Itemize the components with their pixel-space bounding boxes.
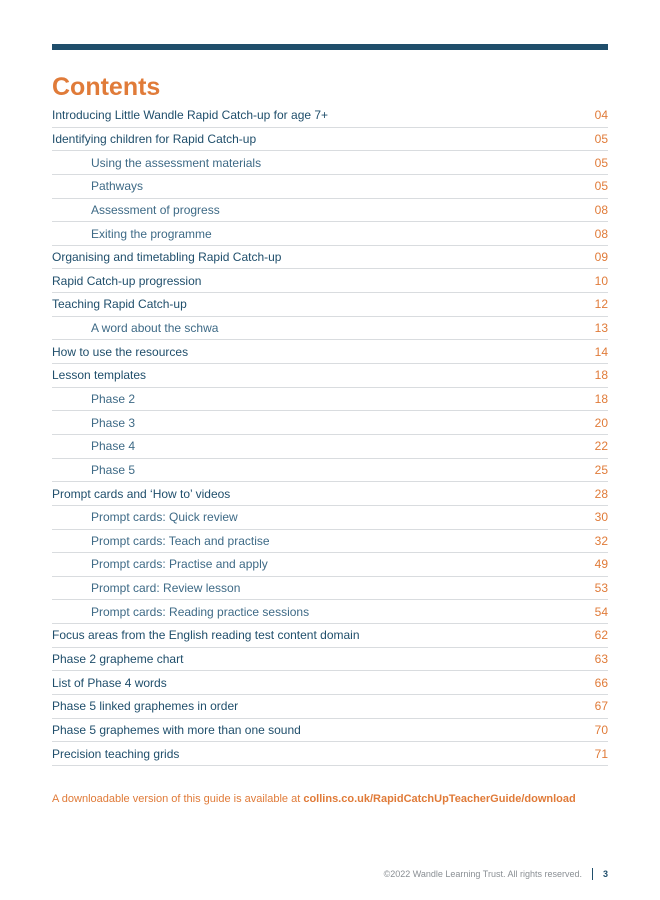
toc-entry-page: 30 (594, 510, 608, 525)
footer (384, 868, 608, 880)
top-rule (52, 44, 608, 50)
toc-entry-label: Phase 5 graphemes with more than one sound (52, 722, 301, 737)
toc-subentry[interactable] (52, 506, 608, 530)
toc-subentry[interactable] (52, 600, 608, 624)
toc-entry[interactable] (52, 624, 608, 648)
toc-subentry[interactable] (52, 199, 608, 223)
toc-entry-label: Precision teaching grids (52, 746, 180, 761)
toc-entry-page: 08 (594, 226, 608, 241)
toc-entry-label: Prompt cards: Teach and practise (91, 533, 270, 548)
toc-entry-page: 08 (594, 202, 608, 217)
toc-subentry[interactable] (52, 175, 608, 199)
toc-entry-label: Exiting the programme (91, 226, 212, 241)
toc-entry-label: Phase 2 grapheme chart (52, 652, 184, 667)
toc-entry-page: 09 (594, 250, 608, 265)
toc-entry[interactable] (52, 340, 608, 364)
toc-entry[interactable] (52, 269, 608, 293)
toc-entry-label: Pathways (91, 179, 144, 194)
toc-entry-label: Phase 5 (91, 462, 136, 477)
toc-entry[interactable] (52, 482, 608, 506)
toc-entry-page: 20 (594, 415, 608, 430)
toc-entry-page: 67 (594, 699, 608, 714)
toc-entry-page: 22 (594, 439, 608, 454)
copyright-text: ©2022 Wandle Learning Trust. All rights reserved. (383, 869, 582, 879)
toc-entry[interactable] (52, 695, 608, 719)
toc-entry-page: 12 (594, 297, 608, 312)
toc-entry[interactable] (52, 128, 608, 152)
toc-subentry[interactable] (52, 222, 608, 246)
footer-divider (592, 868, 593, 880)
toc-entry-page: 25 (594, 462, 608, 477)
toc-entry-page: 10 (594, 273, 608, 288)
page-number: 3 (602, 869, 608, 879)
toc-entry-label: Prompt cards: Practise and apply (91, 557, 268, 572)
toc-subentry[interactable] (52, 411, 608, 435)
toc-entry-page: 71 (594, 746, 608, 761)
toc-entry-page: 53 (594, 581, 608, 596)
toc-subentry[interactable] (52, 388, 608, 412)
download-note (52, 793, 576, 805)
toc-entry-label: Teaching Rapid Catch-up (52, 297, 187, 312)
toc-subentry[interactable] (52, 151, 608, 175)
toc-entry-label: Focus areas from the English reading test content domain (52, 628, 360, 643)
toc-entry-label: List of Phase 4 words (52, 675, 167, 690)
toc-entry-label: Phase 2 (91, 392, 136, 406)
toc-entry-page: 14 (594, 344, 608, 359)
toc-subentry[interactable] (52, 553, 608, 577)
toc-entry-label: Organising and timetabling Rapid Catch-up (52, 250, 282, 265)
toc-entry-label: Rapid Catch-up progression (52, 273, 202, 288)
toc-entry-label: Using the assessment materials (91, 155, 262, 170)
toc-entry-page: 62 (594, 628, 608, 643)
toc-entry[interactable] (52, 104, 608, 128)
toc-entry-label: Prompt cards and ‘How to’ videos (52, 486, 231, 501)
toc-entry-label: Prompt card: Review lesson (91, 581, 241, 596)
toc-entry-page: 05 (594, 155, 608, 170)
toc-entry-page: 28 (594, 486, 608, 501)
toc-entry-page: 49 (594, 557, 608, 572)
toc-entry-page: 32 (594, 533, 608, 548)
toc-subentry[interactable] (52, 459, 608, 483)
download-link[interactable]: collins.co.uk/RapidCatchUpTeacherGuide/download (303, 793, 576, 805)
toc-entry-page: 18 (594, 392, 608, 406)
toc-entry[interactable] (52, 246, 608, 270)
toc-subentry[interactable] (52, 530, 608, 554)
toc-entry-label: Assessment of progress (91, 202, 220, 217)
table-of-contents (52, 104, 608, 766)
toc-entry[interactable] (52, 364, 608, 388)
toc-entry[interactable] (52, 648, 608, 672)
toc-entry-label: Phase 3 (91, 415, 136, 430)
toc-entry-page: 63 (594, 652, 608, 667)
toc-entry-page: 18 (594, 368, 608, 383)
toc-entry[interactable] (52, 671, 608, 695)
toc-entry[interactable] (52, 293, 608, 317)
toc-subentry[interactable] (52, 435, 608, 459)
toc-entry-label: How to use the resources (52, 344, 189, 359)
toc-entry[interactable] (52, 742, 608, 766)
toc-entry[interactable] (52, 719, 608, 743)
toc-entry-page: 13 (594, 321, 608, 336)
page-title: Contents (52, 73, 161, 101)
toc-entry-label: A word about the schwa (91, 321, 219, 336)
toc-subentry[interactable] (52, 577, 608, 601)
toc-entry-label: Phase 5 linked graphemes in order (52, 699, 239, 714)
toc-entry-page: 54 (594, 604, 608, 619)
toc-subentry[interactable] (52, 317, 608, 341)
download-text: A downloadable version of this guide is available at (52, 793, 304, 805)
toc-entry-page: 05 (594, 131, 608, 146)
toc-entry-label: Introducing Little Wandle Rapid Catch-up for age 7+ (52, 108, 329, 123)
toc-entry-page: 70 (594, 722, 608, 737)
toc-entry-label: Lesson templates (52, 368, 147, 383)
toc-entry-label: Identifying children for Rapid Catch-up (52, 131, 257, 146)
toc-entry-label: Prompt cards: Quick review (91, 510, 238, 525)
toc-entry-page: 04 (594, 108, 608, 123)
toc-entry-label: Phase 4 (91, 439, 136, 454)
toc-entry-label: Prompt cards: Reading practice sessions (91, 604, 310, 619)
toc-entry-page: 66 (594, 675, 608, 690)
toc-entry-page: 05 (594, 179, 608, 194)
